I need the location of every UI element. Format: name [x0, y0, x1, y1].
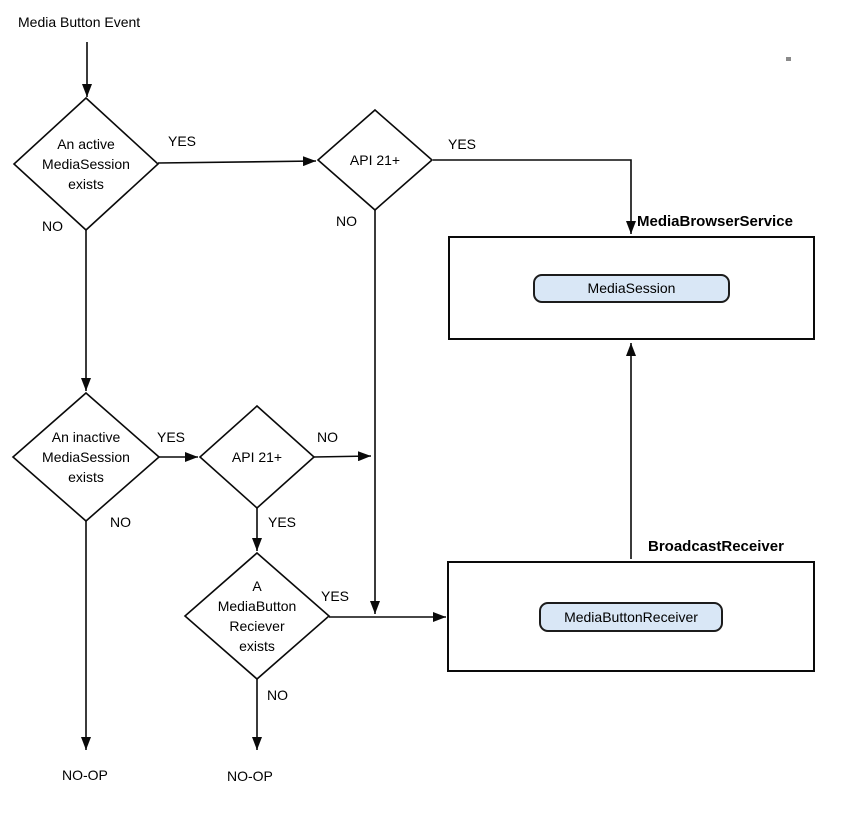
media-browser-service-box: [448, 236, 815, 340]
artifact-speck: [786, 57, 791, 61]
api21-top-diamond-text: API 21+: [349, 152, 401, 168]
api21-mid-no-label: NO: [317, 429, 338, 445]
arrow-active-yes-to-api21-top: [158, 161, 316, 163]
arrow-api21-top-yes-to-media-browser-service: [433, 160, 631, 234]
start-event-label: Media Button Event: [18, 14, 141, 30]
active-session-diamond-text: [14, 134, 158, 194]
receiver-no-label: NO: [267, 687, 288, 703]
diamond-text-line: An active: [57, 136, 115, 152]
diamond-text-line: exists: [239, 638, 275, 654]
diamond-text-line: A: [252, 578, 262, 594]
diamond-text-line: MediaButton: [217, 598, 297, 614]
broadcast-receiver-title: BroadcastReceiver: [648, 538, 784, 555]
active-yes-label: YES: [168, 133, 197, 149]
api21-top-no-label: NO: [336, 213, 357, 229]
inactive-no-label: NO: [110, 514, 131, 530]
noop-left-terminal: NO-OP: [62, 767, 108, 783]
diamond-text-line: exists: [68, 469, 104, 485]
receiver-yes-label: YES: [321, 588, 350, 604]
diamond-text-line: An inactive: [51, 429, 121, 445]
diamond-text-line: exists: [68, 176, 104, 192]
active-no-label: NO: [42, 218, 63, 234]
api21-top-yes-label: YES: [448, 136, 477, 152]
receiver-exists-diamond-text: [185, 576, 329, 656]
api21-mid-diamond-text: API 21+: [231, 449, 283, 465]
inactive-yes-label: YES: [157, 429, 186, 445]
diamond-text-line: Reciever: [229, 618, 285, 634]
media-session-node: MediaSession: [533, 274, 730, 303]
broadcast-receiver-box: [447, 561, 815, 672]
noop-right-terminal: NO-OP: [227, 768, 273, 784]
media-button-receiver-node: MediaButtonReceiver: [539, 602, 723, 632]
arrow-api21-mid-no-to-junction: [314, 456, 371, 457]
api21-mid-yes-label: YES: [268, 514, 297, 530]
media-browser-service-title: MediaBrowserService: [637, 213, 793, 230]
diamond-text-line: MediaSession: [42, 449, 130, 465]
inactive-session-diamond-text: [13, 427, 159, 487]
diamond-text-line: MediaSession: [42, 156, 130, 172]
